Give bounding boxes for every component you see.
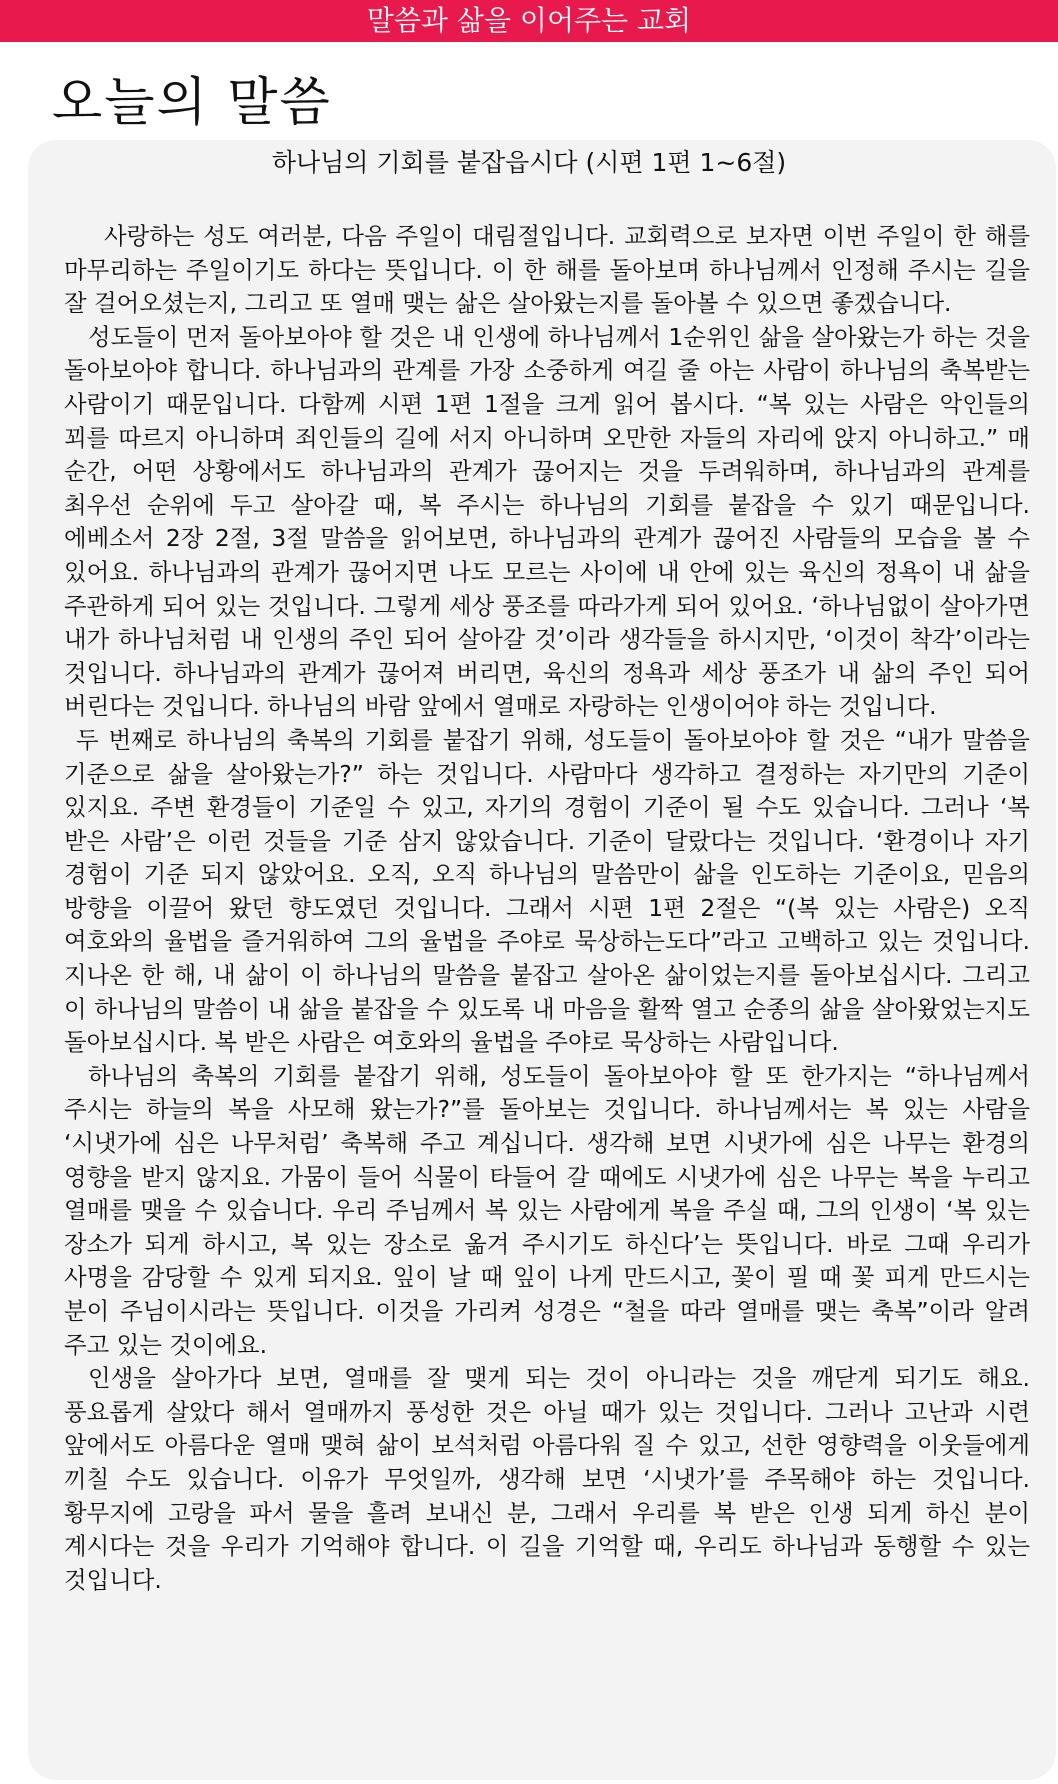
sermon-paragraph: 사랑하는 성도 여러분, 다음 주일이 대림절입니다. 교회력으로 보자면 이번 주일이 한 해를 마무리하는 주일이기도 하다는 뜻입니다. 이 한 해를 돌아보며 하나님께서 인정해 주시는 길을 잘 걸어오셨는지, 그리고 또 열매 맺는 삶은 살아왔는지를 돌아볼 수 있으면 좋겠습니다.	[64, 222, 1030, 318]
church-banner: 말씀과 삶을 이어주는 교회	[0, 0, 1058, 42]
sermon-paragraph: 인생을 살아가다 보면, 열매를 잘 맺게 되는 것이 아니라는 것을 깨닫게 되기도 해요. 풍요롭게 살았다 해서 열매까지 풍성한 것은 아닐 때가 있는 것입니다. 그러나 고난과 시련 앞에서도 아름다운 열매 맺혀 삶이 보석처럼 아름다워 질 수 있고, 선한 영향력을 이웃들에게 끼칠 수도 있습니다. 이유가 무엇일까, 생각해 보면 ‘시냇가’를 주목해야 하는 것입니다. 황무지에 고랑을 파서 물을 흘려 보내신 분, 그래서 우리를 복 받은 인생 되게 하신 분이 계시다는 것을 우리가 기억해야 합니다. 이 길을 기억할 때, 우리도 하나님과 동행할 수 있는 것입니다.	[64, 1364, 1030, 1594]
sermon-paragraph: 두 번째로 하나님의 축복의 기회를 붙잡기 위해, 성도들이 돌아보아야 할 것은 “내가 말씀을 기준으로 삶을 살아왔는가?” 하는 것입니다. 사람마다 생각하고 결정하는 자기만의 기준이 있지요. 주변 환경들이 기준일 수 있고, 자기의 경험이 기준이 될 수도 있습니다. 그러나 ‘복 받은 사람’은 이런 것들을 기준 삼지 않았습니다. 기준이 달랐다는 것입니다. ‘환경이나 자기 경험이 기준 되지 않았어요. 오직, 오직 하나님의 말씀만이 삶을 인도하는 기준이요, 믿음의 방향을 이끌어 왔던 향도였던 것입니다. 그래서 시편 1편 2절은 “(복 있는 사람은) 오직 여호와의 율법을 즐거워하여 그의 율법을 주야로 묵상하는도다”라고 고백하고 있는 것입니다. 지나온 한 해, 내 삶이 이 하나님의 말씀을 붙잡고 살아온 삶이었는지를 돌아보십시다. 그리고 이 하나님의 말씀이 내 삶을 붙잡을 수 있도록 내 마음을 활짝 열고 순종의 삶을 살아왔었는지도 돌아보십시다. 복 받은 사람은 여호와의 율법을 주야로 묵상하는 사람입니다.	[64, 725, 1030, 1057]
sermon-body	[64, 220, 1030, 1597]
sermon-paragraph: 성도들이 먼저 돌아보아야 할 것은 내 인생에 하나님께서 1순위인 삶을 살아왔는가 하는 것을 돌아보아야 합니다. 하나님과의 관계를 가장 소중하게 여길 줄 아는 사람이 하나님의 축복받는 사람이기 때문입니다. 다함께 시편 1편 1절을 크게 읽어 봅시다. “복 있는 사람은 악인들의 꾀를 따르지 아니하며 죄인들의 길에 서지 아니하며 오만한 자들의 자리에 앉지 아니하고.” 매 순간, 어떤 상황에서도 하나님과의 관계가 끊어지는 것을 두려워하며, 하나님과의 관계를 최우선 순위에 두고 살아갈 때, 복 주시는 하나님의 기회를 붙잡을 수 있기 때문입니다. 에베소서 2장 2절, 3절 말씀을 읽어보면, 하나님과의 관계가 끊어진 사람들의 모습을 볼 수 있어요. 하나님과의 관계가 끊어지면 나도 모르는 사이에 내 안에 있는 육신의 정욕이 내 삶을 주관하게 되어 있는 것입니다. 그렇게 세상 풍조를 따라가게 되어 있어요. ‘하나님없이 살아가면 내가 하나님처럼 내 인생의 주인 되어 살아갈 것’이라 생각들을 하시지만, ‘이것이 착각’이라는 것입니다. 하나님과의 관계가 끊어져 버리면, 육신의 정욕과 세상 풍조가 내 삶의 주인 되어 버린다는 것입니다. 하나님의 바람 앞에서 열매로 자랑하는 인생이어야 하는 것입니다.	[64, 322, 1030, 721]
sermon-paragraph: 하나님의 축복의 기회를 붙잡기 위해, 성도들이 돌아보아야 할 또 한가지는 “하나님께서 주시는 하늘의 복을 사모해 왔는가?”를 돌아보는 것입니다. 하나님께서는 복 있는 사람을 ‘시냇가에 심은 나무처럼’ 축복해 주고 계십니다. 생각해 보면 시냇가에 심은 나무는 환경의 영향을 받지 않지요. 가뭄이 들어 식물이 타들어 갈 때에도 시냇가에 심은 나무는 복을 누리고 열매를 맺을 수 있습니다. 우리 주님께서 복 있는 사람에게 복을 주실 때, 그의 인생이 ‘복 있는 장소가 되게 하시고, 복 있는 장소로 옮겨 주시기도 하신다’는 뜻입니다. 바로 그때 우리가 사명을 감당할 수 있게 되지요. 잎이 날 때 잎이 나게 만드시고, 꽃이 필 때 꽃 피게 만드시는 분이 주님이시라는 뜻입니다. 이것을 가리켜 성경은 “철을 따라 열매를 맺는 축복”이라 알려 주고 있는 것이에요.	[64, 1061, 1030, 1359]
section-title: 오늘의 말씀	[52, 73, 332, 133]
sermon-title: 하나님의 기회를 붙잡읍시다 (시편 1편 1~6절)	[271, 148, 787, 177]
